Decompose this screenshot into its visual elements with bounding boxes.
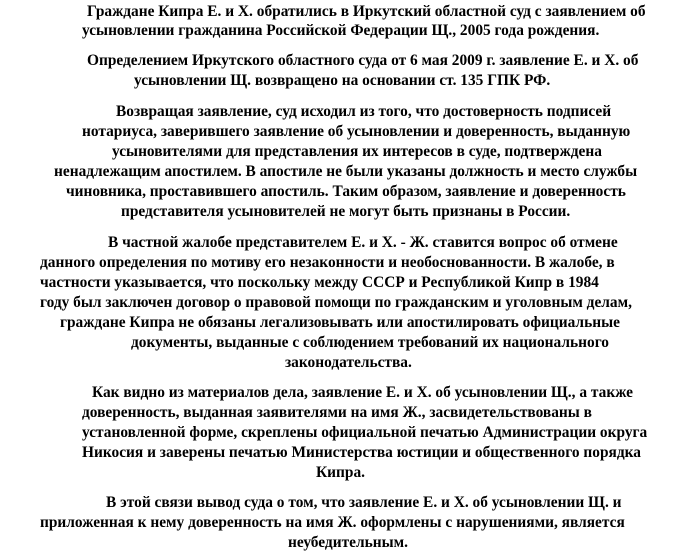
text-line: представителя усыновителей не могут быть признаны в России. [121, 203, 571, 220]
text-line: усыновлении гражданина Российской Федерации Щ., 2005 года рождения. [82, 22, 600, 39]
text-line: данного определения по мотиву его незаконности и необоснованности. В жалобе, в [40, 254, 615, 271]
text-line: году был заключен договор о правовой помощи по гражданским и уголовным делам, [40, 294, 632, 311]
text-line: Никосия и заверены печатью Министерства юстиции и общественного порядка [82, 444, 641, 461]
text-line: нотариуса, заверившего заявление об усыновлении и доверенность, выданную [82, 123, 631, 140]
text-line: Кипра. [316, 464, 365, 481]
text-line: усыновителями для представления их интересов в суде, подтверждена [112, 143, 602, 160]
text-line: документы, выданные с соблюдением требований их национального [131, 334, 610, 351]
text-line: установленной форме, скреплены официальной печатью Администрации округа [82, 424, 648, 441]
text-line: Возвращая заявление, суд исходил из того, что достоверность подписей [116, 103, 612, 120]
text-line: неубедительным. [288, 534, 408, 551]
text-line: граждане Кипра не обязаны легализовывать или апостилировать официальные [60, 314, 620, 331]
text-line: законодательства. [285, 354, 412, 371]
text-line: приложенная к нему доверенность на имя Ж. оформлены с нарушениями, является [40, 514, 625, 531]
text-line: усыновлении Щ. возвращено на основании ст. 135 ГПК РФ. [134, 72, 551, 89]
text-line: В этой связи вывод суда о том, что заявление Е. и Х. об усыновлении Щ. и [106, 494, 622, 511]
text-line: В частной жалобе представителем Е. и Х. - Ж. ставится вопрос об отмене [108, 234, 618, 251]
text-line: ненадлежащим апостилем. В апостиле не были указаны должность и место службы [54, 163, 638, 180]
text-line: Граждане Кипра Е. и Х. обратились в Иркутский областной суд с заявлением об [87, 3, 646, 20]
text-line: чиновника, проставившего апостиль. Таким образом, заявление и доверенность [66, 183, 626, 200]
text-line: Определением Иркутского областного суда от 6 мая 2009 г. заявление Е. и Х. об [87, 52, 639, 69]
text-line: доверенность, выданная заявителями на имя Ж., засвидетельствованы в [82, 404, 592, 421]
text-line: Как видно из материалов дела, заявление Е. и Х. об усыновлении Щ., а также [92, 384, 633, 401]
text-line: частности указывается, что поскольку между СССР и Республикой Кипр в 1984 [40, 274, 599, 291]
